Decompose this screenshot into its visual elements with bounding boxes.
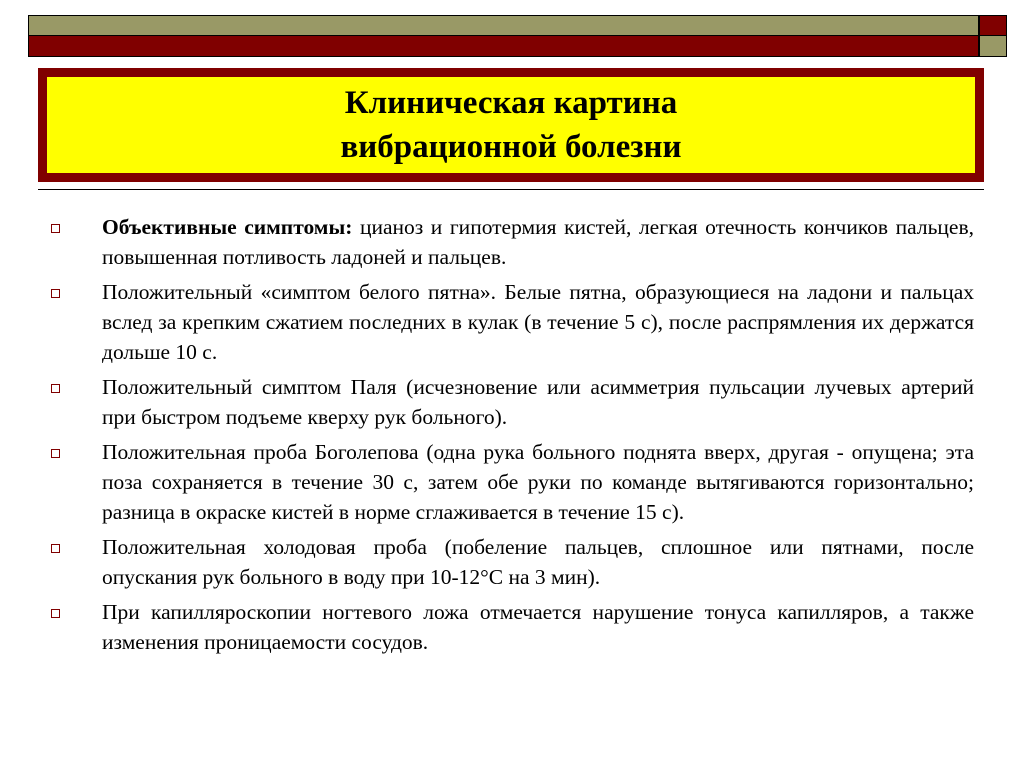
list-item bbox=[48, 532, 974, 592]
corner-square-maroon bbox=[979, 15, 1007, 36]
list-item-body: Положительная холодовая проба (побеление пальцев, сплошное или пятнами, после опускания рук больного в воду при 10-12°С на 3 мин). bbox=[102, 535, 974, 589]
title-box bbox=[38, 68, 984, 182]
list-item bbox=[48, 372, 974, 432]
list-item-body: Положительный симптом Паля (исчезновение или асимметрия пульсации лучевых артерий при быстром подъеме кверху рук больного). bbox=[102, 375, 974, 429]
list-item-text bbox=[102, 212, 974, 272]
corner-square-olive bbox=[979, 36, 1007, 57]
list-item-body: цианоз и гипотермия кистей, легкая отечность кончиков пальцев, повышенная потливость ладоней и пальцев. bbox=[102, 215, 974, 269]
slide-title-line-1: Клиническая картина bbox=[344, 85, 678, 121]
hollow-square-bullet-icon bbox=[51, 544, 60, 553]
hollow-square-bullet-icon bbox=[51, 289, 60, 298]
title-box-inner bbox=[47, 77, 975, 173]
title-divider bbox=[38, 189, 984, 190]
list-item bbox=[48, 212, 974, 272]
symptom-list bbox=[48, 212, 974, 662]
top-band-olive bbox=[28, 15, 979, 36]
top-band-maroon bbox=[28, 36, 979, 57]
hollow-square-bullet-icon bbox=[51, 224, 60, 233]
hollow-square-bullet-icon bbox=[51, 449, 60, 458]
list-item bbox=[48, 597, 974, 657]
list-item-body: Положительная проба Боголепова (одна рука больного поднята вверх, другая - опущена; эта поза сохраняется в течение 30 с, затем обе руки по команде вытягиваются горизонтально; разница в окраске кистей в норме сглаживается в течение 15 с). bbox=[102, 440, 974, 524]
list-item bbox=[48, 277, 974, 367]
list-item-body: Положительный «симптом белого пятна». Белые пятна, образующиеся на ладони и пальцах вслед за крепким сжатием последних в кулак (в течение 5 с), после распрямления их держатся дольше 10 с. bbox=[102, 280, 974, 364]
hollow-square-bullet-icon bbox=[51, 384, 60, 393]
list-item-lead: Объективные симптомы: bbox=[102, 215, 353, 239]
slide-title-line-2: вибрационной болезни bbox=[340, 129, 682, 165]
hollow-square-bullet-icon bbox=[51, 609, 60, 618]
list-item-body: При капилляроскопии ногтевого ложа отмечается нарушение тонуса капилляров, а также изменения проницаемости сосудов. bbox=[102, 600, 974, 654]
list-item bbox=[48, 437, 974, 527]
